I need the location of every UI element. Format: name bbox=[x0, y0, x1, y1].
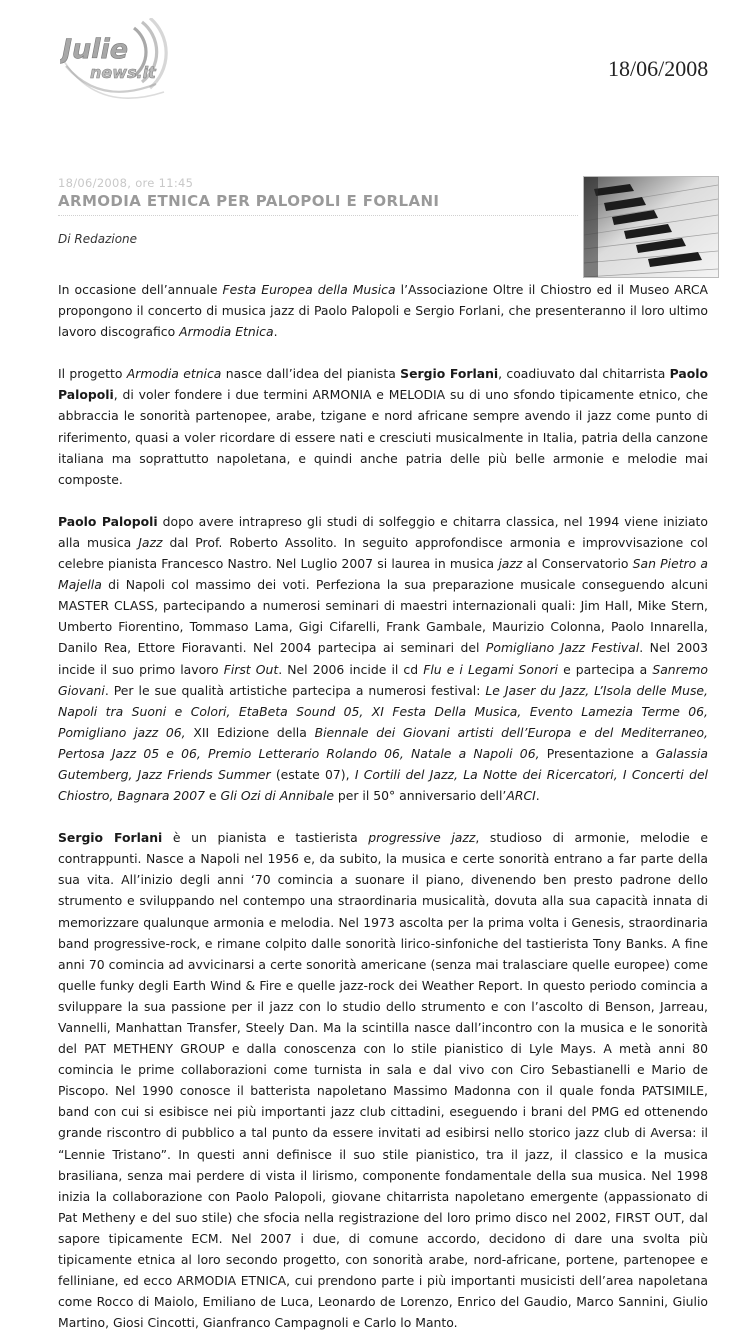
text-run: nasce dall’idea del pianista bbox=[221, 366, 401, 382]
italic-text: Le Jaser du Jazz, L’Isola delle Muse, Napoli tra Suoni e Colori, EtaBeta Sound 05, XI Festa Della Musica, Evento Lamezia Terme 06, Pomigliano jazz 06, bbox=[58, 682, 708, 740]
article-paragraph bbox=[58, 363, 708, 490]
text-run: . bbox=[273, 324, 278, 340]
text-run: (estate 07), bbox=[270, 766, 355, 782]
logo-subwordmark: news.it bbox=[90, 63, 156, 82]
text-run: Il progetto bbox=[58, 366, 127, 382]
italic-text: I Cortili del Jazz, La Notte dei Ricercatori, I Concerti del Chiostro, Bagnara 2007 bbox=[58, 766, 709, 804]
text-run: per il 50° anniversario dell’ bbox=[333, 788, 507, 804]
piano-keys-photo bbox=[583, 176, 719, 278]
italic-text: Gli Ozi di Annibale bbox=[220, 788, 334, 804]
article-body bbox=[58, 279, 708, 1333]
article-paragraph bbox=[58, 511, 708, 806]
text-run: di Napoli col massimo dei voti. Perfeziona la sua preparazione musicale conseguendo alcuni MASTER CLASS, partecipando a numerosi seminari di maestri internazionali quali: Jim Hall, Mike Stern, Umberto Fiorentino, Tommaso Lama, Gigi Cifarelli, Frank Gambale, Maurizio Colonna, Paolo Innarella, Danilo Rea, Ettore Fioravanti. Nel 2004 partecipa ai seminari del bbox=[58, 577, 708, 656]
italic-text: Jazz bbox=[138, 534, 163, 550]
italic-text: progressive jazz bbox=[368, 830, 476, 846]
italic-text: Galassia Gutemberg, Jazz Friends Summer bbox=[58, 745, 709, 782]
italic-text: Armodia Etnica bbox=[179, 324, 274, 340]
text-run: . Nel 2003 incide il suo primo lavoro bbox=[58, 640, 708, 677]
headline-divider bbox=[58, 215, 578, 216]
italic-text: jazz bbox=[498, 556, 523, 572]
text-run: è un pianista e tastierista bbox=[162, 830, 369, 846]
text-run: al Conservatorio bbox=[522, 556, 633, 572]
bold-text: Sergio Forlani bbox=[400, 366, 499, 382]
signal-waves-icon bbox=[60, 18, 190, 108]
text-run: . bbox=[535, 788, 540, 804]
text-run: In occasione dell’annuale bbox=[58, 282, 223, 297]
stamp-date: 18/06/2008 bbox=[608, 56, 709, 81]
text-run: e bbox=[204, 788, 221, 804]
article-byline: Di Redazione bbox=[58, 232, 138, 246]
text-run: . Per le sue qualità artistiche partecipa a numerosi festival: bbox=[104, 682, 486, 698]
bold-text: Paolo Palopoli bbox=[58, 513, 158, 529]
italic-text: Sanremo Giovani bbox=[58, 661, 709, 698]
text-run: XII Edizione della bbox=[185, 724, 315, 740]
article-paragraph bbox=[58, 827, 708, 1333]
italic-text: San Pietro a Majella bbox=[58, 556, 709, 593]
text-run: , studioso di armonie, melodie e contrappunti. Nasce a Napoli nel 1956 e, da subito, la musica e certe sonorità entrano a far parte della sua vita. All’inizio degli anni ‘70 comincia a suonare il piano, divenendo ben presto padrone dello strumento e sviluppando nel contempo una straordinaria musicalità, dovuta alla sua capacità innata di memorizzare qualunque armonia e melodia. Nel 1973 ascolta per la prima volta i Genesis, straordinaria band progressive-rock, e rimane colpito dalle sonorità lirico-sinfoniche del tastierista Tony Banks. A fine anni 70 comincia ad avvicinarsi a certe sonorità americane (senza mai tralasciare quelle europee) come quelle funky degli Earth Wind & Fire e quelle jazz-rock dei Weather Report. In questo periodo comincia a sviluppare la sua passione per il jazz con lo studio dello strumento e con l’ascolto di Benson, Jarreau, Vannelli, Manhattan Transfer, Steely Dan. Ma la scintilla nasce dall’incontro con la musica e le sonorità del PAT METHENY GROUP e dalla conoscenza con lo stile pianistico di Lyle Mays. A metà anni 80 comincia le prime collaborazioni come turnista in sala e dal vivo con Ciro Sebastianelli e Mario de Piscopo. Nel 1990 conosce il batterista napoletano Massimo Madonna con il quale fonda PATSIMILE, band con cui si esibisce nei più importanti jazz club cittadini, eseguendo i brani del PMG ed ottenendo grande riscontro di pubblico a tal punto da essere invitati ad esibirsi nello storico jazz club di Aversa: il “Lennie Tristano”. In questi anni definisce il suo stile pianistico, tra il jazz, il classico e la musica brasiliana, senza mai perdere di vista il lirismo, componente fondamentale della sua musica. Nel 1998 inizia la collaborazione con Paolo Palopoli, giovane chitarrista napoletano emergente (appassionato di Pat Metheny e del suo stile) che sfocia nella registrazione del loro primo disco nel 2002, FIRST OUT, dal sapore tipicamente ECM. Nel 2007 i due, di comune accordo, decidono di dare una svolta più tipicamente etnica al loro secondo progetto, con sonorità arabe, nord-africane, portene, partenopee e felliniane, ed ecco ARMODIA ETNICA, cui prendono parte i più importanti musicisti dell’area napoletana come Rocco di Maiolo, Emiliano de Luca, Leonardo de Lorenzo, Enrico del Gaudio, Marco Sannini, Giulio Martino, Giosi Cincotti, Gianfranco Campagnoli e Carlo lo Manto. bbox=[58, 830, 708, 1331]
italic-text: First Out bbox=[223, 661, 279, 677]
article-dateline: 18/06/2008, ore 11:45 bbox=[58, 176, 194, 190]
article-headline: ARMODIA ETNICA PER PALOPOLI E FORLANI bbox=[58, 192, 440, 210]
text-run: . Nel 2006 incide il cd bbox=[278, 661, 424, 677]
site-logo bbox=[60, 18, 190, 108]
text-run: dal Prof. Roberto Assolito. In seguito approfondisce armonia e improvvisazione col celebre pianista Francesco Nastro. Nel Luglio 2007 si laurea in musica bbox=[58, 534, 708, 572]
bold-text: Sergio Forlani bbox=[58, 830, 163, 846]
logo-wordmark: Julie bbox=[62, 34, 129, 65]
italic-text: Biennale dei Giovani artisti dell’Europa e del Mediterraneo, Pertosa Jazz 05 e 06, Premio Letterario Rolando 06, Natale a Napoli 06, bbox=[58, 724, 708, 761]
text-run: , coadiuvato dal chitarrista bbox=[498, 366, 670, 382]
italic-text: Festa Europea della Musica bbox=[222, 282, 396, 297]
italic-text: ARCI bbox=[506, 788, 536, 804]
text-run: e partecipa a bbox=[557, 661, 653, 677]
italic-text: Flu e i Legami Sonori bbox=[423, 661, 558, 677]
article-paragraph bbox=[58, 279, 708, 342]
text-run: Presentazione a bbox=[539, 745, 656, 761]
bold-text: Paolo Palopoli bbox=[58, 366, 709, 403]
text-run: dopo avere intrapreso gli studi di solfeggio e chitarra classica, nel 1994 viene iniziato alla musica bbox=[58, 513, 708, 550]
text-run: , di voler fondere i due termini ARMONIA e MELODIA su di uno sfondo tipicamente etnico, che abbraccia le sonorità partenopee, arabe, tzigane e nord africane sempre avendo il jazz come punto di riferimento, quasi a voler ricordare di essere nati e cresciuti musicalmente in Italia, patria della canzone italiana ma soprattutto napoletana, e quindi anche patria delle più belle armonie e melodie mai composte. bbox=[58, 387, 708, 487]
text-run: l’Associazione Oltre il Chiostro ed il Museo ARCA propongono il concerto di musica jazz di Paolo Palopoli e Sergio Forlani, che presenteranno il loro ultimo lavoro discografico bbox=[58, 282, 708, 340]
italic-text: Armodia etnica bbox=[126, 366, 222, 382]
italic-text: Pomigliano Jazz Festival bbox=[485, 640, 640, 656]
